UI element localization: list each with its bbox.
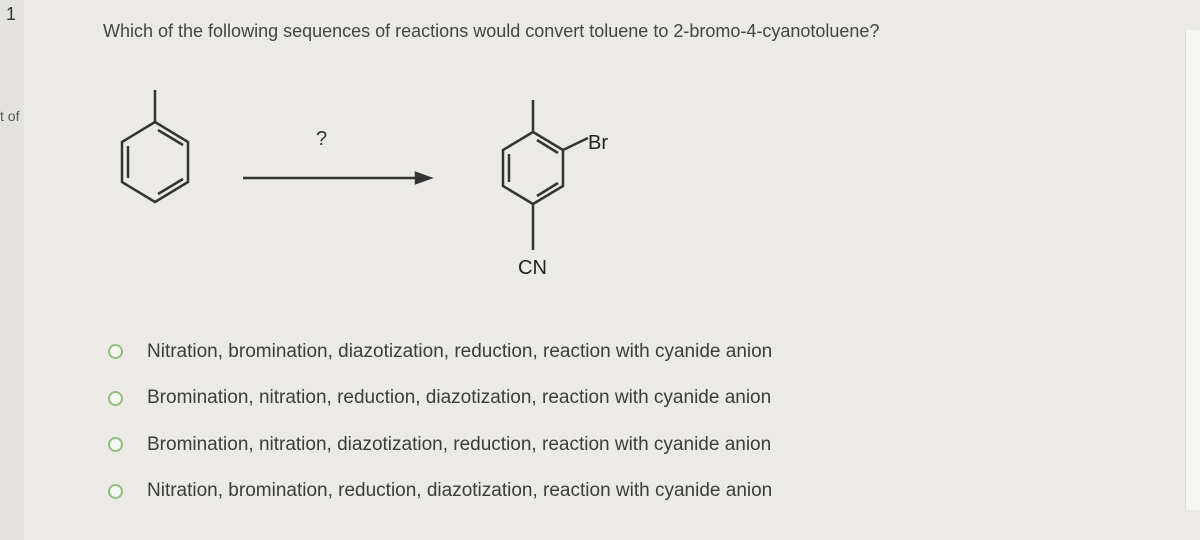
cyano-label: CN <box>518 257 547 279</box>
answer-option-2[interactable] <box>108 387 948 410</box>
answer-option-label: Bromination, nitration, diazotization, reduction, reaction with cyanide anion <box>147 433 772 455</box>
bromo-label: Br <box>588 132 608 154</box>
radio-button-2[interactable] <box>108 391 123 406</box>
unknown-reagents-label: ? <box>316 128 328 150</box>
answer-option-4[interactable] <box>108 480 948 503</box>
sidebar-strip <box>0 0 24 540</box>
reaction-arrow <box>243 173 430 183</box>
answer-option-label: Nitration, bromination, diazotization, reduction, reaction with cyanide anion <box>147 340 773 362</box>
question-count-label: t of <box>0 108 20 124</box>
radio-button-1[interactable] <box>108 344 123 359</box>
radio-button-4[interactable] <box>108 484 123 499</box>
reaction-scheme <box>90 90 690 290</box>
answer-option-1[interactable] <box>108 340 948 363</box>
product-structure <box>503 100 588 250</box>
answer-option-3[interactable] <box>108 433 948 456</box>
answer-option-label: Nitration, bromination, reduction, diazotization, reaction with cyanide anion <box>147 480 773 501</box>
radio-button-3[interactable] <box>108 437 123 452</box>
right-edge-panel <box>1185 30 1200 510</box>
toluene-structure <box>122 90 188 202</box>
question-number: 1 <box>6 4 17 24</box>
question-text: Which of the following sequences of reactions would convert toluene to 2-bromo-4-cyanotoluene? <box>103 21 880 41</box>
answer-option-label: Bromination, nitration, reduction, diazotization, reaction with cyanide anion <box>147 387 772 408</box>
answer-options <box>108 340 948 526</box>
